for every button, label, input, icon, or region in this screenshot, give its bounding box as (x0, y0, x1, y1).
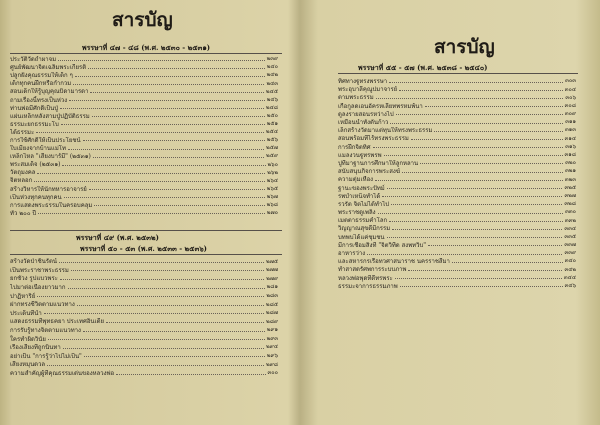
dot-leader (77, 305, 264, 306)
toc-entry (10, 292, 278, 301)
toc-entry-page-number: ๒๔๐ (266, 64, 278, 71)
toc-entry (10, 72, 278, 80)
toc-entry-page-number: ๓๐๙ (564, 111, 576, 118)
dot-leader (89, 189, 265, 190)
dot-leader (68, 288, 265, 289)
toc-entry (10, 145, 278, 153)
toc-entry-title: ไปมาต่อเนื่องยาวมาก (10, 284, 66, 292)
toc-entry (338, 283, 576, 291)
toc-entry-title: มีการเชื่อมสิ่งที่ "จิตวิทีด สงพทวิบ" (338, 241, 427, 249)
dot-leader (75, 76, 265, 77)
right-toc-section1 (338, 78, 576, 291)
toc-entry-title: ศูนย์พัฒนาจิตเฉลิมพระเกียรติ (10, 64, 87, 72)
toc-entry (10, 258, 278, 267)
toc-entry (338, 258, 576, 266)
toc-entry-page-number: ๓๑๖ (565, 143, 576, 150)
toc-entry-title: เล็กสร้างวัดมาแต่ทุนให้ทรงพระธรรม (338, 127, 433, 135)
dot-leader (387, 188, 563, 189)
toc-entry-title: ประวัติวัดถ้ำผาจม (10, 56, 57, 64)
section-rule (338, 73, 578, 74)
toc-entry-title: สร้างวิหารให้นักทหารอาจารย์ (10, 185, 87, 193)
toc-entry-page-number: ๒๙๓ (266, 335, 278, 342)
toc-entry-title: พระอุบาลีคุณูปมาจารย์ (338, 86, 398, 94)
toc-entry-page-number: ๒๖๗ (266, 193, 278, 200)
toc-entry-page-number: ๒๖๔ (266, 177, 278, 184)
section-rule (10, 254, 282, 255)
toc-entry (338, 127, 576, 135)
dot-leader (375, 180, 563, 181)
toc-entry (10, 153, 278, 161)
toc-entry-title: ปาฏิหาริย์ (10, 292, 36, 300)
toc-entry (10, 56, 278, 64)
toc-entry (10, 210, 278, 218)
dot-leader (116, 374, 265, 375)
dot-leader (425, 106, 563, 107)
toc-entry (10, 137, 278, 145)
toc-entry-page-number: ๒๕๑ (266, 121, 278, 128)
toc-entry-title: วัตถุมงคล (10, 169, 36, 177)
toc-entry (338, 152, 576, 160)
dot-leader (392, 229, 562, 230)
dot-leader (387, 237, 563, 238)
toc-entry-page-number: ๒๖๐ (267, 161, 278, 168)
dot-leader (73, 84, 264, 85)
toc-entry-page-number: ๒๙๖ (266, 353, 278, 360)
toc-entry-title: ดูลงรายสอนรหว่างไป (338, 110, 394, 118)
toc-entry (338, 168, 576, 176)
toc-entry (338, 119, 576, 127)
toc-entry-page-number: ๓๓๕ (564, 233, 576, 240)
toc-entry-page-number: ๒๙๘ (266, 361, 278, 368)
toc-entry-title: เหล็กไหล "เสียงบาร์มี" (๒๕๓๑) (10, 153, 91, 161)
toc-entry-title: และสหารกรเรือทวศาสนาราช นครราชสีมา (338, 258, 450, 266)
toc-entry-title: การรับรู้ทางจิตตามแนวทาง (10, 327, 81, 335)
toc-entry-page-number: ๒๘๗ (265, 310, 278, 317)
dot-leader (382, 196, 562, 197)
toc-entry-title: เมตตาธรรมค้ำโลก (338, 217, 388, 225)
toc-entry-title: เรื่องเสียงที่ถูกนินทา (10, 344, 61, 352)
dot-leader (47, 365, 264, 366)
toc-entry (10, 361, 278, 370)
dot-leader (434, 131, 563, 132)
toc-entry-page-number: ๓๔๐ (564, 258, 576, 265)
dot-leader (391, 204, 562, 205)
toc-entry-title: เด็กทุกคนฝึกหรือกำกวม (10, 80, 72, 88)
toc-entry-title: ใครทำผิดวินัย (10, 335, 46, 343)
toc-entry (10, 64, 278, 72)
toc-entry (338, 275, 576, 283)
toc-entry-title: ถามเรื่องนี้ทรงเป็นห่วง (10, 96, 68, 104)
toc-entry-title: ยกชั้วง รูปแบวพระ (10, 275, 58, 283)
toc-entry-title: เสียงหมุนดวล (10, 361, 46, 369)
toc-entry (10, 177, 278, 185)
dot-leader (428, 245, 562, 246)
toc-entry (338, 242, 576, 250)
dot-leader (378, 213, 564, 214)
toc-entry (338, 111, 576, 119)
dot-leader (37, 173, 265, 174)
toc-entry-title: ทัว ๒๐๐ ปี (10, 209, 37, 217)
dot-leader (399, 90, 563, 91)
toc-entry-page-number: ๓๓๐ (565, 209, 576, 216)
toc-entry-title: วิญญาณสุขดีมีกรรม (338, 225, 391, 233)
toc-entry-page-number: ๒๔๕ (266, 88, 278, 95)
toc-entry (10, 275, 278, 284)
toc-entry (338, 225, 576, 233)
toc-entry-page-number: ๒๕๗ (266, 145, 278, 152)
toc-entry (10, 169, 278, 177)
toc-entry (338, 135, 576, 143)
toc-entry-page-number: ๓๓๗ (564, 242, 576, 249)
toc-entry-title: ปลูกฝังคุณธรรมให้เด็ก ๆ (10, 72, 73, 80)
toc-entry (338, 193, 576, 201)
toc-entry-title: การใช้ศักดิ์ให้เป็นประโยชน์ (10, 136, 81, 144)
dot-leader (420, 163, 563, 164)
toc-entry-title: ความตุ่มเหือง (338, 176, 374, 184)
toc-entry-page-number: ๓๐๓ (565, 78, 576, 85)
right-section1-heading: พรรษาที่ ๕๕ - ๕๗ (พ.ศ. ๒๕๓๘ - ๒๕๔๐) (358, 63, 488, 72)
toc-entry (338, 176, 576, 184)
right-page-title: สารบัญ (434, 36, 495, 58)
toc-entry (10, 161, 278, 169)
toc-entry-page-number: ๓๒๘ (564, 201, 576, 208)
toc-entry-page-number: ๒๖๒ (267, 169, 278, 176)
toc-entry-page-number: ๒๓๙ (266, 56, 278, 63)
toc-entry-title: เป็นห่วงทุกคนทุกคน (10, 193, 62, 201)
toc-entry-title: ตามพระธรรม (338, 94, 374, 102)
toc-entry-page-number: ๒๔๖ (266, 96, 278, 103)
left-section2-heading: พรรษาที่ ๔๙ (พ.ศ. ๒๕๓๒) (76, 233, 159, 242)
toc-entry-page-number: ๓๑๘ (564, 152, 576, 159)
toc-entry-page-number: ๒๕๖ (266, 137, 278, 144)
toc-entry-title: ธรรมะยกธรรมะโบ (10, 120, 59, 128)
toc-entry-page-number: ๓๐๐ (267, 370, 278, 377)
right-page (306, 0, 600, 425)
toc-entry-title: ปูที่มาฐานการศึกษาให้ลูกหลาน (338, 159, 419, 167)
dot-leader (64, 197, 265, 198)
dot-leader (34, 181, 264, 182)
dot-leader (83, 331, 265, 332)
left-page (0, 0, 292, 425)
toc-entry (338, 234, 576, 242)
dot-leader (94, 205, 264, 206)
dot-leader (390, 123, 563, 124)
toc-entry-title: ทิศทางฐูทรงพรรษา (338, 78, 388, 86)
toc-entry (10, 96, 278, 104)
toc-entry-title: สนับสนุนกิจการพระสงฆ์ (338, 168, 401, 176)
dot-leader (63, 348, 264, 349)
toc-entry-title: ฝากทรงชีวิตตามแนวทาง (10, 301, 75, 309)
toc-entry (338, 78, 576, 86)
dot-leader (400, 286, 563, 287)
left-section3-heading: พรรษาที่ ๕๐ - ๕๓ (พ.ศ. ๒๕๓๓ - ๒๕๓๖) (80, 244, 207, 253)
toc-entry (10, 194, 278, 202)
toc-entry-page-number: ๒๖๘ (266, 201, 278, 208)
toc-entry (338, 266, 576, 274)
toc-entry-page-number: ๓๔๖ (564, 283, 576, 290)
dot-leader (408, 270, 562, 271)
toc-entry-page-number: ๒๙๔ (266, 344, 278, 351)
toc-entry-title: ใบเมี่ยงจากบ้านแม่โท (10, 145, 66, 153)
dot-leader (60, 108, 264, 109)
toc-entry (338, 144, 576, 152)
toc-entry-page-number: ๒๔๒ (266, 72, 278, 79)
toc-entry-page-number: ๒๗๕ (266, 258, 278, 265)
dot-leader (71, 270, 264, 271)
toc-entry (10, 105, 278, 113)
toc-entry (338, 250, 576, 258)
toc-entry (10, 121, 278, 129)
dot-leader (373, 147, 564, 148)
toc-entry-page-number: ๒๗๗ (266, 267, 278, 274)
toc-entry-page-number: ๓๒๕ (564, 184, 576, 191)
toc-entry-page-number: ๓๑๑ (565, 119, 576, 126)
dot-leader (389, 221, 563, 222)
toc-entry-title: รวรัต จิตไม่ได้ทำไป (338, 200, 390, 208)
toc-entry (10, 301, 278, 310)
toc-entry-page-number: ๒๔๓ (266, 80, 278, 87)
dot-leader (411, 139, 563, 140)
toc-entry-title: อาหารว่าง (338, 250, 366, 258)
toc-entry-title: รพบำเหน็จทำได้ (338, 192, 381, 200)
toc-entry-page-number: ๓๔๒ (564, 266, 576, 273)
left-toc-section3 (10, 258, 278, 378)
toc-entry-title: ทำสาสดรัศพการระบบภาพ (338, 266, 407, 274)
section-rule (10, 53, 282, 54)
toc-entry-page-number: ๓๔๔ (563, 274, 576, 281)
toc-entry (10, 284, 278, 293)
toc-entry (10, 335, 278, 344)
toc-entry (10, 113, 278, 121)
toc-entry (10, 88, 278, 96)
toc-entry-page-number: ๓๑๔ (564, 135, 576, 142)
dot-leader (69, 100, 265, 101)
left-section1-heading: พรรษาที่ ๔๗ - ๔๘ (พ.ศ. ๒๕๓๐ - ๒๕๓๑) (82, 43, 211, 52)
toc-entry-page-number: ๒๙๑ (266, 327, 278, 334)
toc-entry-title: เหมือนน้ำทั้งตั้นก้าว (338, 119, 389, 127)
toc-entry-page-number: ๒๘๕ (265, 301, 278, 308)
toc-entry-title: ประเด็นที่นำ (10, 309, 42, 317)
toc-entry (338, 209, 576, 217)
dot-leader (90, 92, 264, 93)
toc-entry-title: แมลงวนฐูทรพรพ (338, 151, 382, 159)
dot-leader (395, 278, 562, 279)
toc-entry-page-number: ๒๔๘ (265, 104, 278, 111)
toc-entry (338, 160, 576, 168)
dot-leader (83, 140, 265, 141)
dot-leader (48, 339, 265, 340)
dot-leader (36, 132, 264, 133)
dot-leader (60, 279, 264, 280)
toc-entry-title: ความสำคัญผู้ที่คุณธรรมเด่นของหลวงพ่อ (10, 370, 115, 378)
dot-leader (93, 157, 264, 158)
toc-entry-page-number: ๓๐๔ (564, 86, 576, 93)
toc-entry (10, 310, 278, 319)
toc-entry (10, 344, 278, 353)
toc-entry (338, 184, 576, 192)
toc-entry-page-number: ๒๘๙ (266, 318, 278, 325)
toc-entry-page-number: ๒๗๙ (266, 275, 278, 282)
dot-leader (376, 98, 564, 99)
toc-entry-title: ท่านพ่อมีศักดิ์เป็นปู่ (10, 104, 59, 112)
toc-entry (10, 370, 278, 379)
toc-entry-title: พระราชดูเพลิง (338, 209, 376, 217)
section-rule (10, 230, 282, 231)
toc-entry-title: ฐานะของพระปัทม์ (338, 184, 385, 192)
dot-leader (92, 116, 265, 117)
toc-entry-title: บทพบได้แค่ชุมชน (338, 233, 385, 241)
dot-leader (452, 262, 563, 263)
toc-entry-page-number: ๓๒๓ (564, 176, 576, 183)
toc-entry-page-number: ๒๕๐ (266, 112, 278, 119)
toc-entry (10, 80, 278, 88)
dot-leader (84, 356, 265, 357)
dot-leader (402, 172, 563, 173)
toc-entry (338, 86, 576, 94)
toc-entry-page-number: ๒๗๐ (266, 210, 278, 217)
left-page-title: สารบัญ (112, 9, 173, 31)
toc-entry-title: จิตหลอก (10, 177, 33, 185)
toc-entry-title: อย่าเป็น "การรู้ว่าไปไม่เป็น" (10, 352, 82, 360)
toc-entry-title: แสดงธรรมที่พุทธคยา ประเทศอินเดีย (10, 318, 104, 326)
toc-entry-title: สอนเด็กให้รู้บุญคุณบิดามารดา (10, 88, 89, 96)
toc-entry-page-number: ๓๓๔ (564, 225, 576, 232)
toc-entry-page-number: ๒๕๙ (266, 153, 278, 160)
dot-leader (59, 262, 264, 263)
dot-leader (88, 68, 265, 69)
toc-entry-page-number: ๒๘๓ (266, 292, 278, 299)
toc-entry-page-number: ๓๓๙ (564, 250, 576, 257)
toc-entry (10, 267, 278, 276)
toc-entry-page-number: ๒๕๔ (266, 129, 278, 136)
toc-entry (338, 94, 576, 102)
toc-entry-title: เป็นพระราชาพระธรรม (10, 266, 69, 274)
toc-entry (10, 186, 278, 194)
toc-entry (10, 353, 278, 362)
toc-entry (10, 318, 278, 327)
toc-entry-page-number: ๓๐๘ (564, 102, 576, 109)
toc-entry (338, 201, 576, 209)
toc-entry-page-number: ๓๒๐ (565, 160, 576, 167)
toc-entry-title: ได้ธรรมะ (10, 128, 35, 136)
toc-entry-title: แผ่นเหล็กหลังสามปู่ปฏิบัติธรรม (10, 112, 90, 120)
toc-entry-page-number: ๒๘๑ (266, 284, 278, 291)
dot-leader (62, 165, 265, 166)
dot-leader (396, 114, 563, 115)
toc-entry-title: การแสดงพระธรรมในครอบคลุม (10, 201, 93, 209)
toc-entry-title: สอนพร้อมที่ไร้ทรงพระธรรม (338, 135, 409, 143)
left-toc-section1 (10, 56, 278, 218)
toc-entry-page-number: ๓๓๒ (564, 217, 576, 224)
toc-entry (10, 202, 278, 210)
toc-entry-title: ธรรมะจาการธรรมภาพ (338, 282, 398, 290)
dot-leader (37, 296, 264, 297)
toc-entry-title: พระสมเด็จ (๒๕๓๑) (10, 161, 61, 169)
toc-entry (338, 217, 576, 225)
toc-entry-title: สร้างวัดป่าชินรัตน์ (10, 258, 58, 266)
toc-entry-title: การฝึกจิตทิศ (338, 143, 371, 151)
toc-entry-page-number: ๒๖๕ (266, 185, 278, 192)
toc-entry (338, 103, 576, 111)
dot-leader (389, 82, 563, 83)
toc-entry-title: เกื้อกูลดเอนอัครหเลี่ยทพรหมพ้นา (338, 102, 423, 110)
toc-entry-page-number: ๓๑๓ (564, 127, 576, 134)
toc-entry-title: หลวงพ่อพุดที่ดีทรพระ (338, 274, 393, 282)
toc-entry-page-number: ๓๒๗ (564, 192, 576, 199)
toc-entry (10, 129, 278, 137)
dot-leader (38, 213, 265, 214)
dot-leader (106, 322, 264, 323)
toc-entry (10, 327, 278, 336)
dot-leader (44, 313, 264, 314)
dot-leader (384, 155, 563, 156)
toc-entry-page-number: ๓๐๖ (565, 94, 576, 101)
dot-leader (58, 60, 264, 61)
toc-entry-page-number: ๓๒๑ (565, 168, 576, 175)
dot-leader (68, 149, 264, 150)
dot-leader (61, 124, 265, 125)
dot-leader (367, 254, 562, 255)
